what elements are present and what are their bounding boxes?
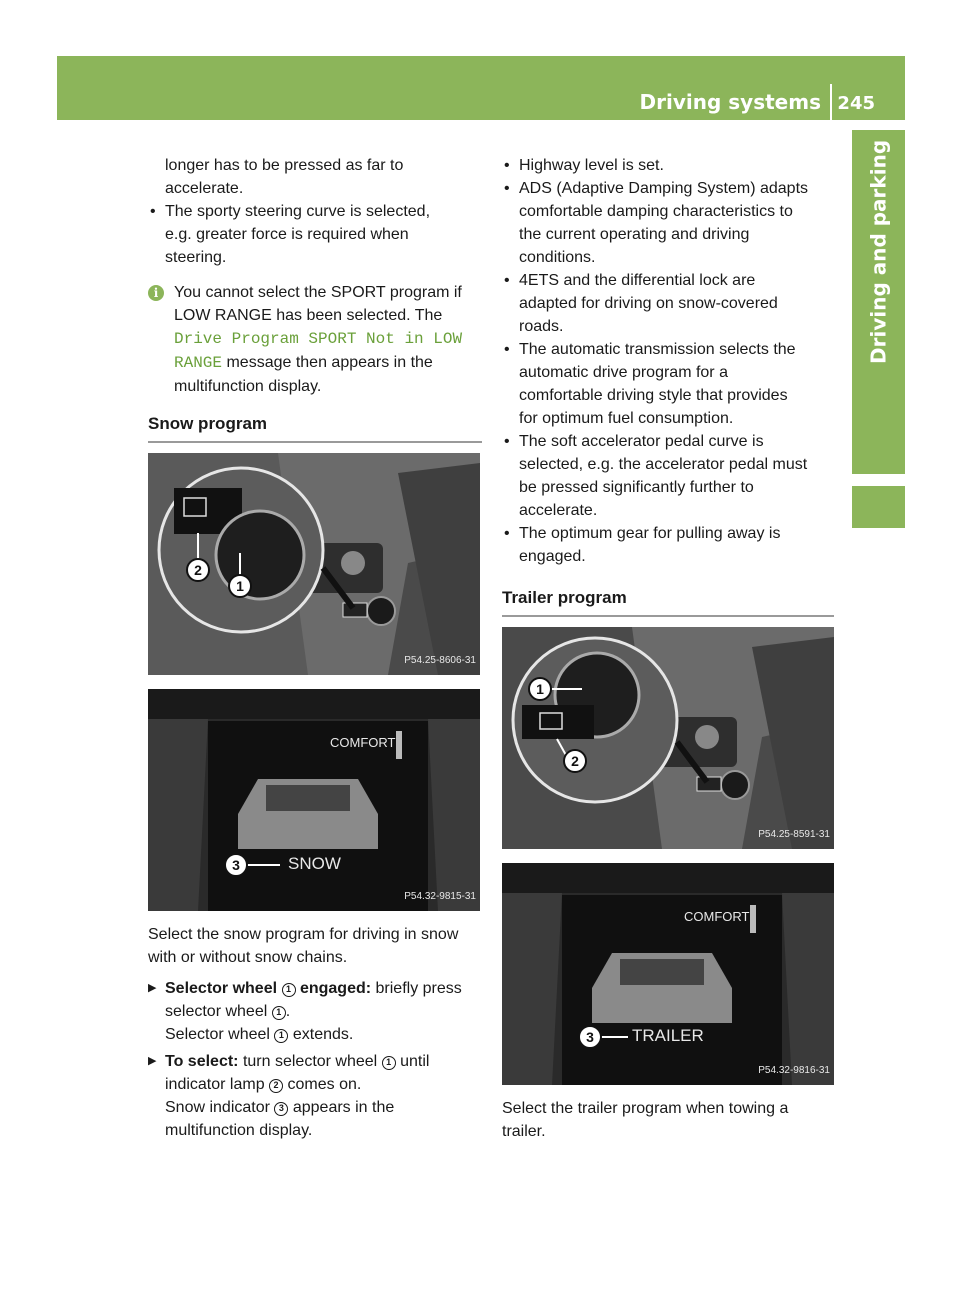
text-line: Select the snow program for driving in snow	[148, 926, 459, 943]
text-line: You cannot select the SPORT program if	[174, 284, 462, 301]
multifunction-display-photo	[148, 689, 480, 911]
selector-wheel-photo	[148, 453, 480, 675]
marker-1-icon: 1	[382, 1056, 396, 1070]
text-line: LOW RANGE has been selected. The	[174, 307, 443, 324]
bullet-item: • ADS (Adaptive Damping System) adapts	[502, 177, 834, 200]
text-line: for optimum fuel consumption.	[519, 410, 734, 427]
text-line: Snow indicator 3 appears in the	[165, 1099, 395, 1116]
text-line: engaged.	[519, 548, 586, 565]
text-line: e.g. greater force is required when	[165, 226, 409, 243]
header-bar	[57, 56, 905, 120]
text-line: accelerate.	[165, 180, 244, 197]
text-line: the current operating and driving	[519, 226, 750, 243]
header-divider	[830, 84, 832, 120]
right-column	[502, 154, 834, 1143]
photo-marker-1: 1	[236, 578, 244, 594]
photo-code: P54.25-8606-31	[404, 655, 476, 666]
text-line: with or without snow chains.	[148, 949, 348, 966]
text-line: longer has to be pressed as far to	[165, 157, 404, 174]
bullet-item: • Highway level is set.	[502, 154, 834, 177]
info-icon: i	[148, 285, 164, 301]
display-message: Drive Program SPORT Not in LOW	[174, 330, 463, 348]
photo-code: P54.32-9816-31	[758, 1065, 830, 1076]
text-line: message then appears in the	[222, 354, 433, 371]
text-line: roads.	[519, 318, 564, 335]
step-item: ▶ To select: turn selector wheel 1 until	[148, 1050, 482, 1073]
selector-wheel-photo	[502, 627, 834, 849]
bullet-item: • The sporty steering curve is selected,	[148, 200, 482, 223]
photo-marker-2: 2	[194, 562, 202, 578]
text-line: adapted for driving on snow-covered	[519, 295, 778, 312]
text-line: comfortable driving style that provides	[519, 387, 788, 404]
comfort-label: COMFORT	[330, 735, 396, 750]
side-tab	[852, 130, 905, 474]
side-tab-marker	[852, 486, 905, 528]
page-number: 245	[837, 93, 875, 114]
text-line: accelerate.	[519, 502, 598, 519]
marker-1-icon: 1	[282, 983, 296, 997]
text-line: comfortable damping characteristics to	[519, 203, 793, 220]
text-line: Selector wheel 1 extends.	[165, 1026, 354, 1043]
section-title: Snow program	[148, 412, 482, 443]
bullet-item: • The automatic transmission selects the	[502, 338, 834, 361]
photo-marker-2: 2	[571, 753, 579, 769]
photo-marker-1: 1	[536, 681, 544, 697]
marker-1-icon: 1	[274, 1029, 288, 1043]
photo-code: P54.32-9815-31	[404, 891, 476, 902]
snow-label: SNOW	[288, 854, 341, 873]
section-title: Trailer program	[502, 586, 834, 617]
left-column	[148, 154, 482, 1142]
comfort-label: COMFORT	[684, 909, 750, 924]
step-item: ▶ Selector wheel 1 engaged: briefly press	[148, 977, 482, 1000]
marker-3-icon: 3	[274, 1102, 288, 1116]
text-line: trailer.	[502, 1123, 546, 1140]
text-line: multifunction display.	[165, 1122, 313, 1139]
text-line: conditions.	[519, 249, 596, 266]
bullet-list	[502, 154, 834, 568]
chapter-title: Driving systems	[639, 90, 821, 114]
marker-1-icon: 1	[272, 1006, 286, 1020]
bullet-item: • 4ETS and the differential lock are	[502, 269, 834, 292]
text-line: automatic drive program for a	[519, 364, 728, 381]
photo-code: P54.25-8591-31	[758, 829, 830, 840]
multifunction-display-photo	[502, 863, 834, 1085]
text-line: selector wheel 1 .	[165, 1003, 291, 1020]
bullet-item: • The optimum gear for pulling away is	[502, 522, 834, 545]
text-line: Select the trailer program when towing a	[502, 1100, 789, 1117]
text-line: be pressed significantly further to	[519, 479, 754, 496]
display-marker-3: 3	[586, 1029, 594, 1045]
text-line: selected, e.g. the accelerator pedal must	[519, 456, 808, 473]
bullet-item: • The soft accelerator pedal curve is	[502, 430, 834, 453]
text-line: steering.	[165, 249, 227, 266]
marker-2-icon: 2	[269, 1079, 283, 1093]
trailer-label: TRAILER	[632, 1026, 704, 1045]
side-tab-label: Driving and parking	[866, 140, 891, 365]
text-line: multifunction display.	[174, 378, 322, 395]
info-note	[148, 281, 482, 398]
display-marker-3: 3	[232, 857, 240, 873]
display-message: RANGE	[174, 354, 223, 372]
text-line: indicator lamp 2 comes on.	[165, 1076, 362, 1093]
